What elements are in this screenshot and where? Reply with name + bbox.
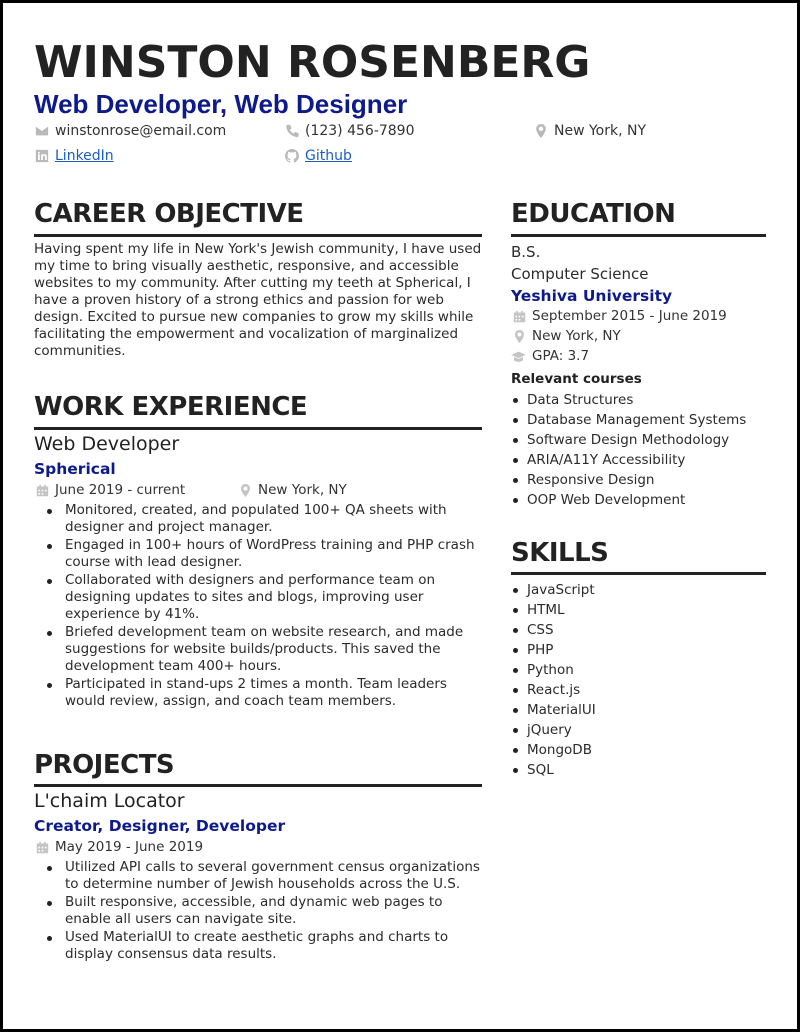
experience-bullets [34,502,482,711]
projects-divider [34,784,482,787]
list-item: Collaborated with designers and performance team on designing updates to sites and blogs, improving user experience by 41%. [34,572,482,623]
list-item: Utilized API calls to several government census organizations to determine number of Jewish households across the U.S. [34,859,482,893]
map-pin-icon [239,484,252,497]
contact-location [534,123,646,139]
education-heading: EDUCATION [511,199,676,229]
company-name: Spherical [34,460,116,478]
list-item: PHP [511,640,596,660]
list-item: React.js [511,680,596,700]
list-item: Used MaterialUI to create aesthetic graphs and charts to display consensus data results. [34,929,482,963]
linkedin-icon [35,149,49,163]
list-item: ARIA/A11Y Accessibility [511,450,746,470]
list-item: jQuery [511,720,596,740]
contact-email [35,123,226,139]
contact-phone [285,123,415,139]
experience-divider [34,427,482,430]
candidate-role: Web Developer, Web Designer [34,89,408,119]
list-item: Briefed development team on website research, and made suggestions for website builds/products. This saved the development team 400+ hours. [34,624,482,675]
skills-heading: SKILLS [511,538,609,568]
github-icon [285,149,299,163]
school-name: Yeshiva University [511,287,673,305]
graduation-cap-icon [511,350,526,363]
field-of-study: Computer Science [511,265,649,283]
list-item: HTML [511,600,596,620]
envelope-icon [35,124,49,138]
calendar-icon [513,310,526,323]
list-item: MongoDB [511,740,596,760]
resume-page [3,3,797,1029]
project-role: Creator, Designer, Developer [34,817,286,835]
courses-list [511,390,746,510]
calendar-icon [36,841,49,854]
list-item: CSS [511,620,596,640]
degree: B.S. [511,243,541,261]
list-item: Engaged in 100+ hours of WordPress training and PHP crash course with lead designer. [34,537,482,571]
list-item: Data Structures [511,390,746,410]
phone-icon [285,124,299,138]
list-item: Participated in stand-ups 2 times a month. Team leaders would review, assign, and coach team members. [34,676,482,710]
skills-divider [511,572,766,575]
list-item: OOP Web Development [511,490,746,510]
list-item: Database Management Systems [511,410,746,430]
education-divider [511,234,766,237]
project-dates: May 2019 - June 2019 [36,839,203,855]
experience-heading: WORK EXPERIENCE [34,392,308,422]
list-item: Monitored, created, and populated 100+ QA sheets with designer and project manager. [34,502,482,536]
phone-text: (123) 456-7890 [305,123,415,139]
calendar-icon [36,484,49,497]
list-item: MaterialUI [511,700,596,720]
education-gpa: GPA: 3.7 [511,348,589,364]
list-item: JavaScript [511,580,596,600]
projects-heading: PROJECTS [34,750,175,780]
contact-github[interactable] [285,148,352,164]
list-item: Python [511,660,596,680]
courses-label: Relevant courses [511,371,642,387]
job-dates: June 2019 - current [36,482,185,498]
project-bullets [34,859,482,964]
skills-list [511,580,596,780]
linkedin-link[interactable]: LinkedIn [55,148,114,164]
github-link[interactable]: Github [305,148,352,164]
objective-divider [34,234,482,237]
job-location: New York, NY [239,482,347,498]
list-item: Responsive Design [511,470,746,490]
list-item: Built responsive, accessible, and dynamic web pages to enable all users can navigate site. [34,894,482,928]
list-item: Software Design Methodology [511,430,746,450]
project-name: L'chaim Locator [34,790,185,812]
map-pin-icon [534,124,548,138]
objective-heading: CAREER OBJECTIVE [34,199,304,229]
map-pin-icon [513,330,526,343]
education-dates: September 2015 - June 2019 [513,308,727,324]
contact-linkedin[interactable] [35,148,114,164]
objective-text: Having spent my life in New York's Jewish community, I have used my time to bring visually aesthetic, responsive, and accessible websites to my community. After cutting my teeth at Spherical, I have a proven history of a strong ethics and passion for web design. Excited to pursue new companies to grow my skills while facilitating the empowerment and vocalization of marginalized communities. [34,241,482,359]
education-location: New York, NY [513,328,621,344]
list-item: SQL [511,760,596,780]
job-title: Web Developer [34,433,180,455]
location-text: New York, NY [554,123,647,139]
candidate-name: WINSTON ROSENBERG [34,37,591,88]
email-text: winstonrose@email.com [55,123,227,139]
